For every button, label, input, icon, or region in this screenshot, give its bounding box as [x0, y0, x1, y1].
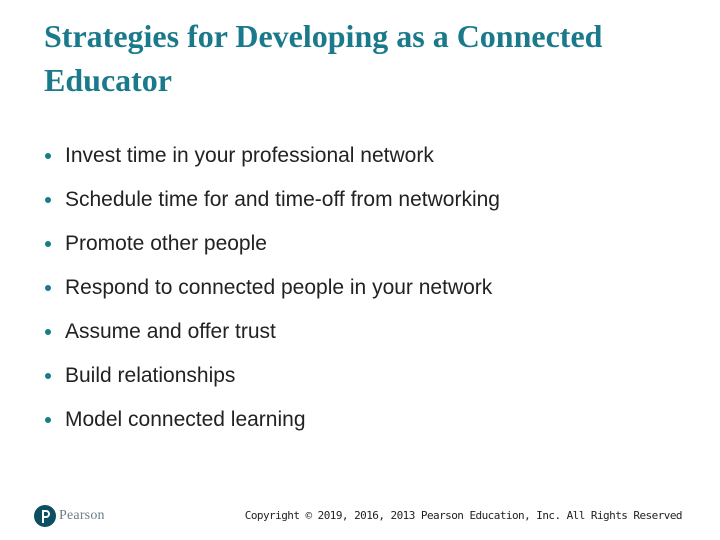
- bullet-item: [44, 134, 500, 178]
- bullet-dot-icon: [45, 329, 51, 335]
- bullet-dot-icon: [45, 241, 51, 247]
- pearson-logo-icon: [34, 505, 56, 527]
- bullet-item: [44, 398, 500, 442]
- bullet-item: [44, 354, 500, 398]
- bullet-item: [44, 266, 500, 310]
- bullet-dot-icon: [45, 197, 51, 203]
- bullet-text: Model connected learning: [65, 408, 306, 431]
- pearson-logo-text: Pearson: [59, 508, 105, 523]
- bullet-text: Schedule time for and time-off from networking: [65, 188, 500, 211]
- bullet-text: Build relationships: [65, 364, 236, 387]
- bullet-dot-icon: [45, 285, 51, 291]
- bullet-text: Invest time in your professional network: [65, 144, 434, 167]
- bullet-item: [44, 222, 500, 266]
- bullet-dot-icon: [45, 417, 51, 423]
- bullet-text: Respond to connected people in your network: [65, 276, 493, 299]
- bullet-text: Assume and offer trust: [65, 320, 276, 343]
- pearson-p-glyph: [39, 509, 51, 524]
- pearson-logo: [34, 505, 105, 527]
- bullet-item: [44, 310, 500, 354]
- slide-title: Strategies for Developing as a Connected Educator: [44, 18, 603, 98]
- bullet-item: [44, 178, 500, 222]
- copyright-notice: Copyright © 2019, 2016, 2013 Pearson Education, Inc. All Rights Reserved: [244, 509, 682, 522]
- bullet-list: [44, 134, 500, 442]
- bullet-dot-icon: [45, 153, 51, 159]
- bullet-text: Promote other people: [65, 232, 267, 255]
- bullet-dot-icon: [45, 373, 51, 379]
